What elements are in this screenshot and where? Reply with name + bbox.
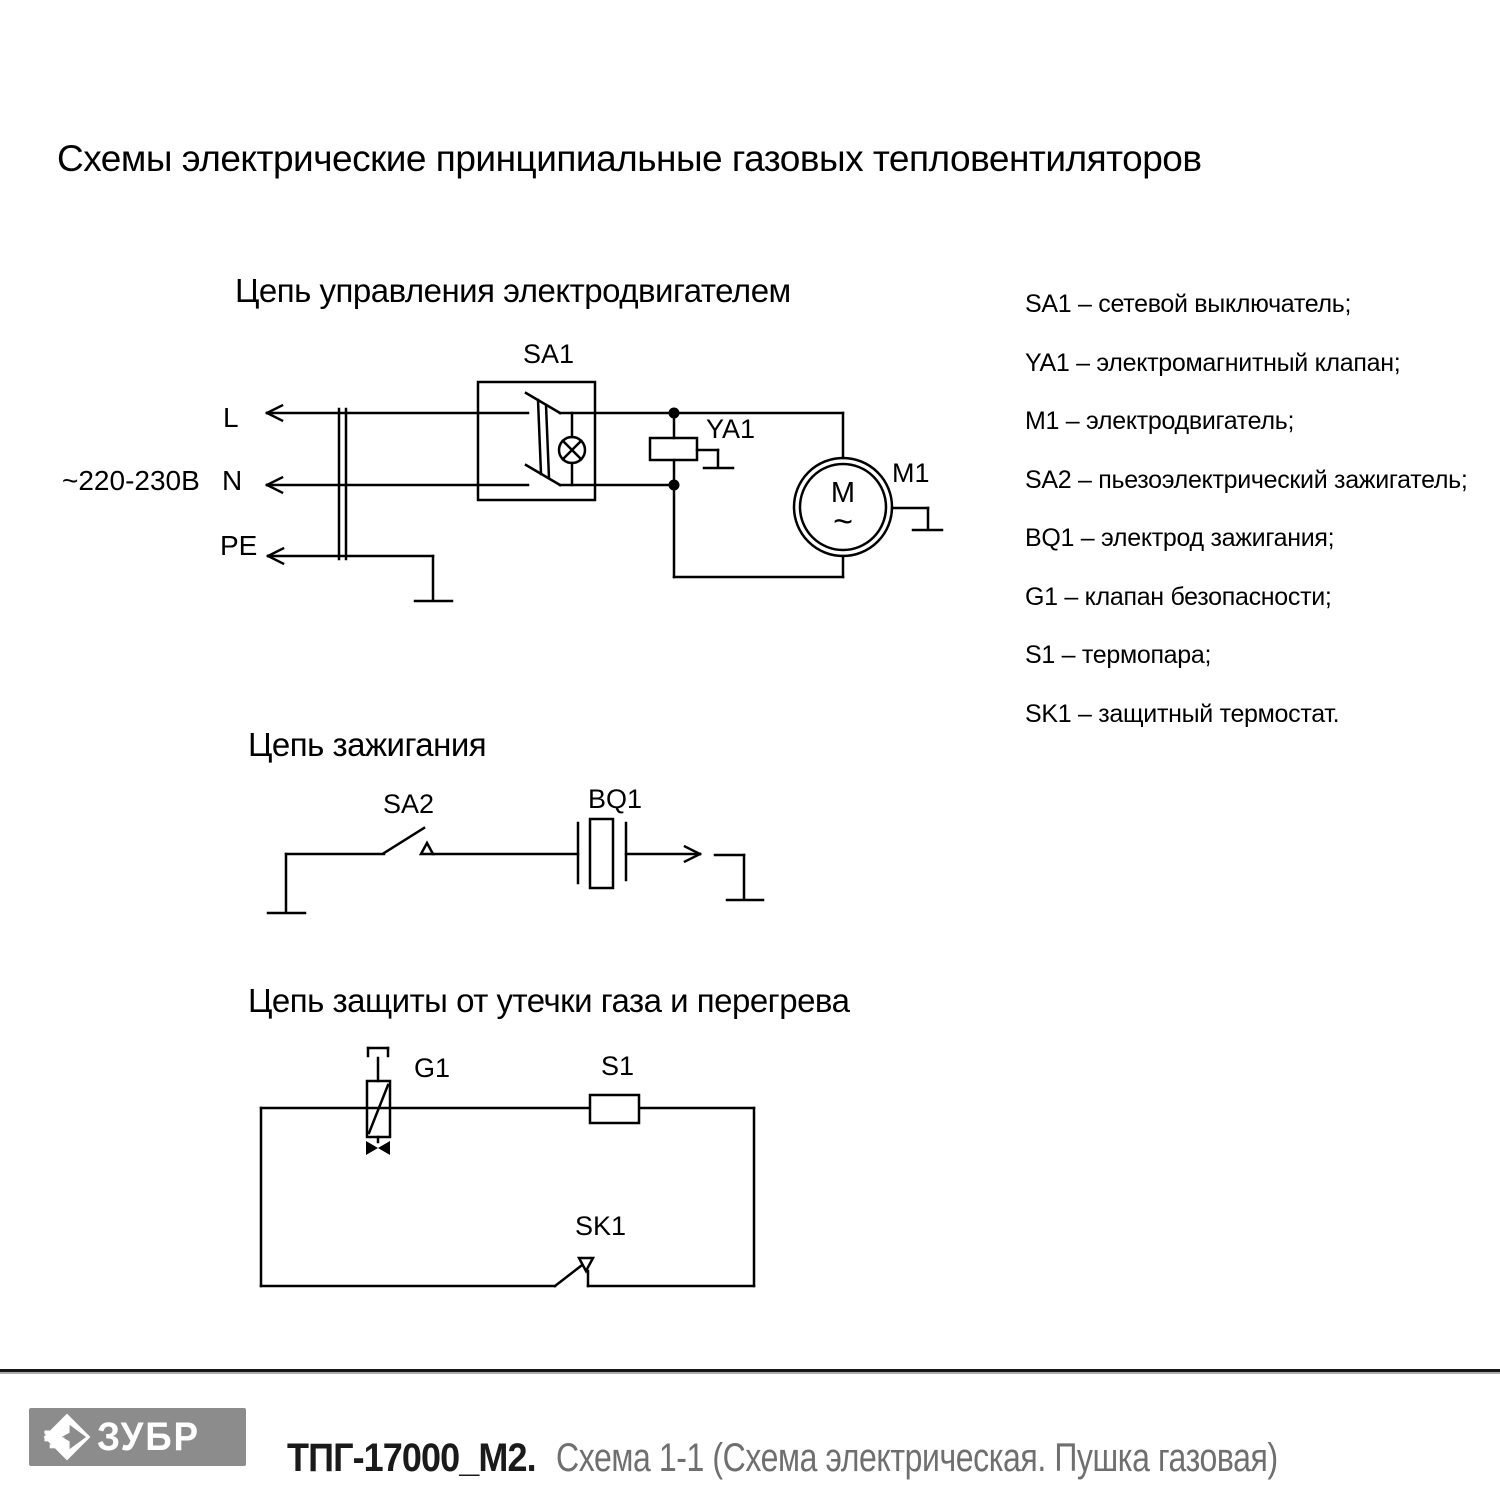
- wire-pe-label: PE: [220, 530, 258, 561]
- legend-item-sk1: SK1 – защитный термостат.: [1025, 699, 1340, 728]
- safety-valve-g1-label: G1: [414, 1053, 451, 1083]
- thermostat-sk1: [555, 1258, 593, 1286]
- motor-control-circuit: [62, 339, 942, 601]
- thermocouple-terminal-icon: [368, 1048, 388, 1081]
- motor-return-branch: [674, 485, 843, 577]
- footer-divider-shadow: [0, 1372, 1500, 1374]
- switch-sa1: [478, 382, 595, 500]
- legend-item-m1: M1 – электродвигатель;: [1025, 407, 1295, 435]
- legend-item-bq1: BQ1 – электрод зажигания;: [1025, 524, 1335, 552]
- motor-ac-symbol: ~: [833, 503, 853, 541]
- igniter-blade: [384, 828, 424, 853]
- legend-item-s1: S1 – термопара;: [1025, 641, 1212, 669]
- safety-valve-g1: [366, 1048, 390, 1155]
- thermostat-sk1-label: SK1: [575, 1211, 627, 1241]
- brand-name: ЗУБР: [97, 1415, 200, 1459]
- thermocouple-s1-label: S1: [601, 1051, 635, 1081]
- electrode-bq1-label: BQ1: [588, 784, 643, 814]
- motor-letter: M: [830, 477, 856, 509]
- brand-arrow-icon: [41, 1411, 93, 1463]
- section-title-ignition: Цепь зажигания: [248, 726, 487, 763]
- brand-logo: [29, 1408, 246, 1466]
- legend-item-g1: G1 – клапан безопасности;: [1025, 582, 1332, 611]
- thermocouple-s1-body: [590, 1095, 639, 1123]
- ya1-ground-symbol: [697, 450, 733, 468]
- ignition-circuit: [268, 784, 763, 913]
- schema-caption: Схема 1-1 (Схема электрическая. Пушка газовая): [556, 1436, 1279, 1480]
- thermostat-contact-icon: [579, 1258, 593, 1271]
- switch-sa1-label: SA1: [523, 339, 575, 369]
- footer-caption-line: [287, 1436, 1459, 1480]
- section-title-motor-control: Цепь управления электродвигателем: [235, 272, 791, 309]
- switch-blade-top: [526, 393, 560, 413]
- igniter-contact-icon: [421, 843, 433, 854]
- page-title: Схемы электрические принципиальные газовых тепловентиляторов: [57, 138, 1202, 179]
- legend-item-sa1: SA1 – сетевой выключатель;: [1025, 290, 1352, 318]
- thermostat-blade: [555, 1262, 586, 1286]
- electrode-body: [590, 819, 613, 888]
- wire-l-label: L: [223, 402, 239, 433]
- legend-item-ya1: YA1 – электромагнитный клапан;: [1025, 348, 1401, 377]
- pe-ground-symbol: [415, 556, 452, 601]
- model-number: ТПГ-17000_М2.: [287, 1436, 536, 1480]
- indicator-lamp-icon: [559, 413, 585, 485]
- igniter-sa2-label: SA2: [383, 789, 435, 819]
- electrode-bq1: [578, 819, 626, 888]
- valve-ya1-label: YA1: [706, 414, 756, 444]
- legend-item-sa2: SA2 – пьезоэлектрический зажигатель;: [1025, 465, 1468, 494]
- switch-blade-bottom: [526, 465, 560, 485]
- safety-circuit: [261, 1048, 754, 1286]
- wire-n-label: N: [222, 465, 243, 496]
- right-ground-symbol: [715, 855, 763, 900]
- section-title-safety: Цепь защиты от утечки газа и перегрева: [248, 982, 850, 1019]
- left-ground-symbol: [268, 854, 305, 913]
- switch-linkage: [538, 400, 549, 478]
- motor-m1-label: M1: [892, 458, 930, 488]
- voltage-label: ~220-230В: [62, 465, 200, 496]
- m1-ground-symbol: [892, 508, 942, 530]
